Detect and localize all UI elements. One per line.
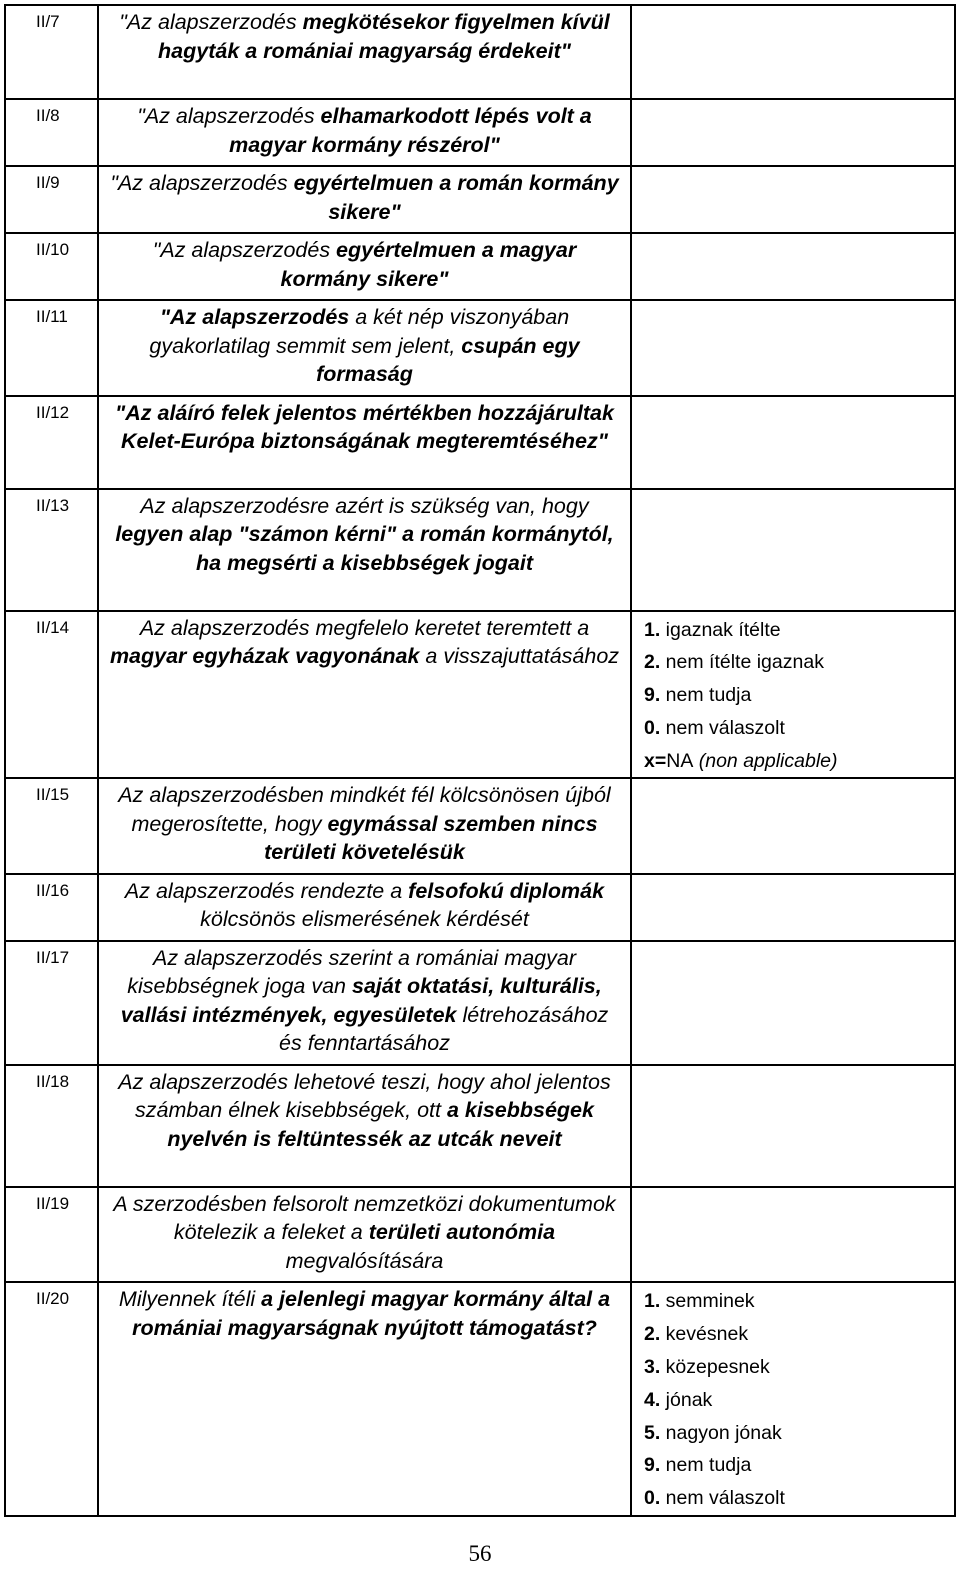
answer-options [631, 611, 955, 779]
answer-option-label: nem válaszolt [660, 716, 785, 739]
question-text-regular: a visszajuttatásához [419, 644, 620, 668]
question-text-bold: saját oktatási, kulturális, vallási intézmények, egyesületek [120, 974, 602, 1027]
answer-options [631, 489, 955, 611]
question-text-regular: Az alapszerzodés szerint a romániai magyar kisebbségnek joga van [127, 945, 577, 999]
question-text [98, 233, 631, 300]
answer-option-label: nem tudja [660, 1454, 752, 1477]
question-text-regular: kölcsönös elismerésének kérdését [200, 907, 529, 932]
question-text [98, 166, 631, 233]
answer-option-code: 1. [644, 1290, 661, 1313]
answer-option-code: x= [644, 749, 667, 772]
question-code: II/9 [5, 166, 98, 233]
answer-option [644, 679, 954, 712]
question-text [98, 778, 631, 874]
answer-option-label: semminek [660, 1290, 755, 1313]
question-row [5, 5, 955, 99]
answer-option [644, 1285, 954, 1318]
question-text-regular: Az alapszerzodés rendezte a [124, 878, 409, 903]
question-code: II/13 [5, 489, 98, 611]
question-text-regular: A szerzodésben felsorolt nemzetközi dokumentumok kötelezik a feleket a [113, 1191, 616, 1245]
question-row [5, 233, 955, 300]
answer-option-code: 3. [644, 1356, 661, 1379]
answer-option-label: nem tudja [660, 684, 752, 707]
answer-options [631, 1187, 955, 1283]
questionnaire-table [4, 4, 956, 1517]
answer-option-code: 2. [644, 1323, 661, 1346]
question-row [5, 489, 955, 611]
answer-option [644, 1351, 954, 1384]
question-row [5, 1187, 955, 1283]
question-text-bold: egymással szemben nincs területi követelésük [264, 811, 598, 865]
question-code: II/10 [5, 233, 98, 300]
question-row [5, 99, 955, 166]
question-text [98, 5, 631, 99]
question-text [98, 99, 631, 166]
question-text [98, 1282, 631, 1516]
question-row [5, 941, 955, 1065]
question-text-regular: "Az alapszerzodés [137, 104, 321, 128]
question-code: II/20 [5, 1282, 98, 1516]
question-code: II/19 [5, 1187, 98, 1283]
answer-option-label: NA [666, 749, 694, 772]
answer-option-code: 0. [644, 1487, 661, 1510]
answer-options [631, 874, 955, 941]
question-text [98, 396, 631, 489]
question-text [98, 1187, 631, 1283]
question-row [5, 396, 955, 489]
answer-option [644, 1449, 954, 1482]
question-code: II/11 [5, 300, 98, 396]
question-text-regular: Az alapszerzodésben mindkét fél kölcsönösen újból megerosítette, hogy [118, 783, 611, 836]
answer-option [644, 1482, 954, 1515]
question-code: II/7 [5, 5, 98, 99]
question-text [98, 874, 631, 941]
answer-options [631, 778, 955, 874]
question-text-bold: területi autonómia [368, 1220, 556, 1245]
question-row [5, 300, 955, 396]
answer-option [644, 646, 954, 679]
question-text [98, 489, 631, 611]
question-text-regular: Az alapszerzodésre azért is szükség van, hogy [140, 493, 589, 518]
question-text-bold: "Az aláíró felek jelentos mértékben hozzájárultak Kelet-Európa biztonságának megteremtéséhez" [115, 400, 614, 453]
question-text-bold: egyértelmuen a román kormány sikere" [293, 171, 619, 224]
question-text-regular: Milyennek ítéli [118, 1287, 262, 1312]
question-text-regular: megvalósítására [285, 1248, 444, 1273]
question-text-bold: egyértelmuen a magyar kormány sikere" [280, 238, 577, 291]
question-text-bold: megkötésekor figyelmen kívül hagyták a romániai magyarság érdekeit" [158, 10, 610, 63]
answer-option-label: nem ítélte igaznak [660, 651, 824, 674]
answer-option [644, 712, 954, 745]
question-row [5, 611, 955, 779]
answer-option-code: 0. [644, 716, 661, 739]
question-text-regular: "Az alapszerzodés [119, 10, 303, 34]
answer-option [644, 614, 954, 647]
question-row [5, 778, 955, 874]
answer-option-code: 9. [644, 684, 661, 707]
question-row [5, 1065, 955, 1187]
question-row [5, 874, 955, 941]
question-text-bold: elhamarkodott lépés volt a magyar kormány részérol" [229, 104, 592, 157]
answer-option-code: 1. [644, 618, 661, 641]
question-text [98, 300, 631, 396]
answer-option-label: nem válaszolt [660, 1487, 785, 1510]
questionnaire-body [5, 5, 955, 1516]
question-code: II/12 [5, 396, 98, 489]
question-text-bold: magyar egyházak vagyonának [109, 644, 420, 668]
answer-option-code: 4. [644, 1388, 661, 1411]
answer-options [631, 1282, 955, 1516]
question-text [98, 1065, 631, 1187]
answer-options [631, 396, 955, 489]
page-number: 56 [468, 1541, 492, 1566]
answer-options [631, 233, 955, 300]
question-text-regular: "Az alapszerzodés [152, 238, 337, 262]
question-text-bold: legyen alap "számon kérni" a román kormánytól, ha megsérti a kisebbségek jogait [115, 522, 614, 575]
answer-option [644, 745, 954, 778]
question-text-regular: Az alapszerzodés lehetové teszi, hogy ahol jelentos számban élnek kisebbségek, ott [118, 1069, 611, 1123]
question-text-bold: "Az alapszerzodés [159, 305, 350, 329]
question-row [5, 1282, 955, 1516]
answer-options [631, 5, 955, 99]
answer-option-label: nagyon jónak [660, 1421, 782, 1444]
question-code: II/15 [5, 778, 98, 874]
question-text-regular: "Az alapszerzodés [110, 171, 294, 195]
answer-option-label: igaznak ítélte [660, 618, 781, 641]
answer-option-label: közepesnek [660, 1356, 770, 1379]
question-text-regular: létrehozásához és fenntartásához [279, 1002, 609, 1056]
answer-option-label: jónak [660, 1388, 713, 1411]
answer-option-code: 2. [644, 651, 661, 674]
question-text-regular: a két nép viszonyában gyakorlatilag semmit sem jelent, [149, 305, 570, 358]
answer-options [631, 300, 955, 396]
question-code: II/8 [5, 99, 98, 166]
question-text-bold: felsofokú diplomák [408, 878, 605, 903]
answer-option-label: kevésnek [660, 1323, 749, 1346]
answer-option [644, 1384, 954, 1417]
question-code: II/16 [5, 874, 98, 941]
question-text-regular: Az alapszerzodés megfelelo keretet teremtett a [139, 615, 590, 640]
answer-options [631, 941, 955, 1065]
question-text-bold: a kisebbségek nyelvén is feltüntessék az utcák neveit [167, 1098, 594, 1151]
question-text-bold: a jelenlegi magyar kormány által a romániai magyarságnak nyújtott támogatást? [132, 1287, 611, 1340]
question-text-bold: csupán egy formaság [316, 333, 580, 386]
question-text [98, 611, 631, 779]
answer-options [631, 166, 955, 233]
question-code: II/17 [5, 941, 98, 1065]
answer-option-code: 9. [644, 1454, 661, 1477]
question-code: II/14 [5, 611, 98, 779]
question-row [5, 166, 955, 233]
question-code: II/18 [5, 1065, 98, 1187]
answer-option-note: (non applicable) [693, 749, 838, 772]
question-text [98, 941, 631, 1065]
answer-option [644, 1417, 954, 1450]
answer-options [631, 1065, 955, 1187]
answer-options [631, 99, 955, 166]
answer-option-code: 5. [644, 1421, 661, 1444]
answer-option [644, 1318, 954, 1351]
